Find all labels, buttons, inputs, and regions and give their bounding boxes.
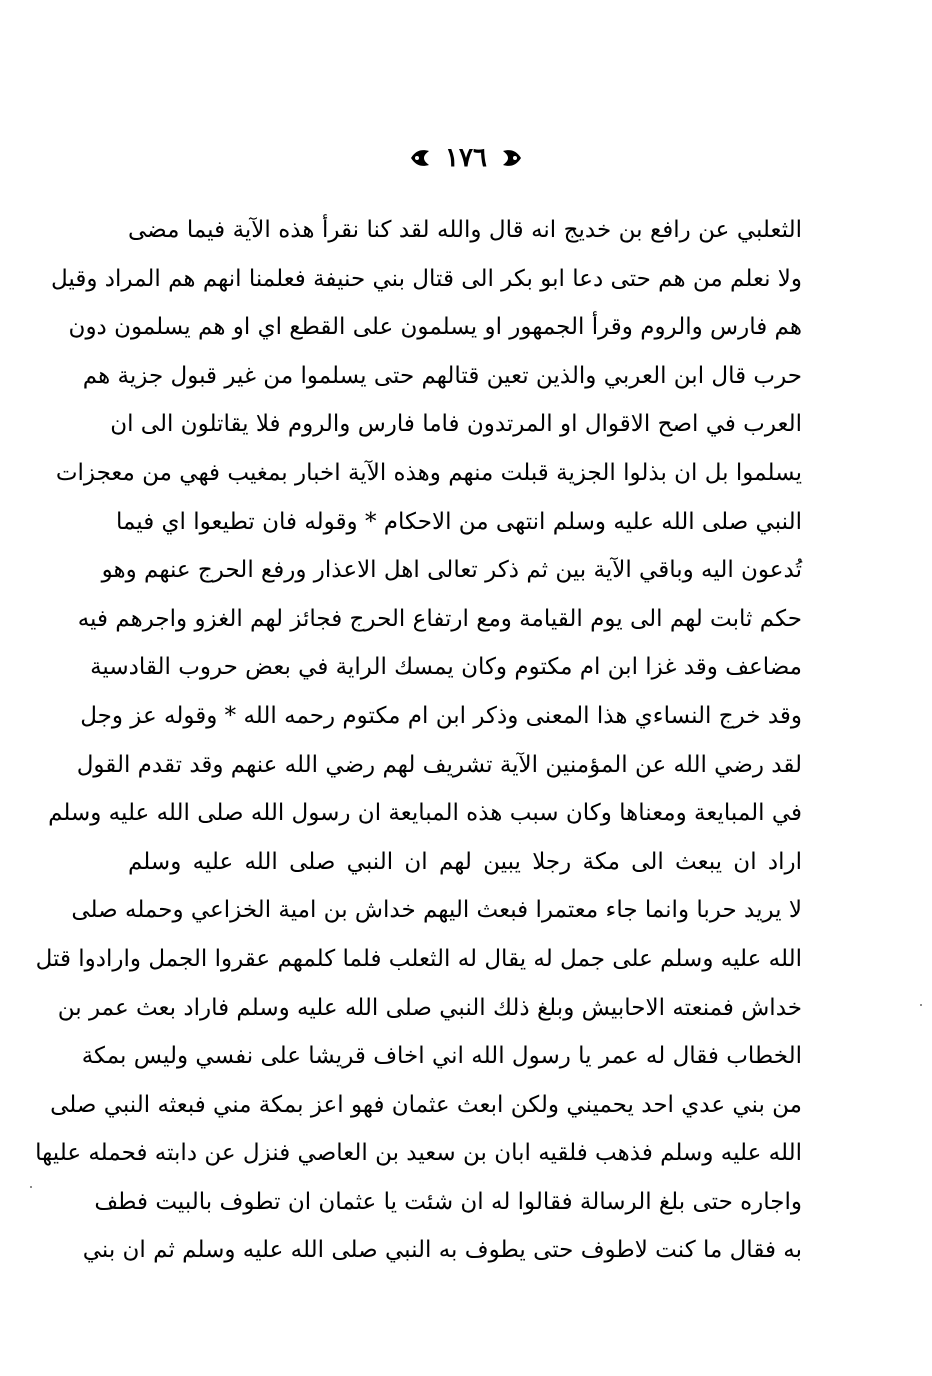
text-line: يسلموا بل ان بذلوا الجزية قبلت منهم وهذه الآية اخبار بمغيب فهي من معجزات — [55, 459, 802, 486]
right-ornament-icon — [407, 145, 433, 171]
text-line: من بني عدي احد يحميني ولكن ابعث عثمان فهو اعز بمكة مني فبعثه النبي صلى — [50, 1091, 802, 1118]
text-line: الله عليه وسلم فذهب فلقيه ابان بن سعيد بن العاصي فنزل عن دابته فحمله عليها — [35, 1140, 802, 1167]
text-line: الله عليه وسلم على جمل له يقال له الثعلب فلما كلمهم عقروا الجمل وارادوا قتل — [35, 945, 802, 972]
text-line: خداش فمنعته الاحابيش وبلغ ذلك النبي صلى الله عليه وسلم فاراد بعث عمر بن — [57, 994, 802, 1021]
text-line: الخطاب فقال له عمر يا رسول الله اني اخاف قريشا على نفسي وليس بمكة — [81, 1043, 802, 1070]
text-line: في المبايعة ومعناها وكان سبب هذه المبايعة ان رسول الله صلى الله عليه وسلم — [48, 800, 802, 827]
text-line: به فقال ما كنت لاطوف حتى يطوف به النبي صلى الله عليه وسلم ثم ان بني — [82, 1237, 802, 1264]
text-line: لا يريد حربا وانما جاء معتمرا فبعث اليهم خداش بن امية الخزاعي وحمله صلى — [71, 897, 802, 924]
text-line: لقد رضي الله عن المؤمنين الآية تشريف لهم رضي الله عنهم وقد تقدم القول — [76, 751, 802, 778]
text-line: العرب في اصح الاقوال او المرتدون فاما فارس والروم فلا يقاتلون الى ان — [110, 411, 802, 438]
text-line: الثعلبي عن رافع بن خديج انه قال والله لقد كنا نقرأ هذه الآية فيما مضى — [128, 217, 802, 243]
text-line: ولا نعلم من هم حتى دعا ابو بكر الى قتال بني حنيفة فعلمنا انهم هم المراد وقيل — [50, 265, 802, 292]
page-header — [0, 138, 932, 178]
scan-speck — [30, 1186, 32, 1188]
text-line: اراد ان يبعث الى مكة رجلا يبين لهم ان النبي صلى الله عليه وسلم — [128, 848, 802, 875]
text-line: النبي صلى الله عليه وسلم انتهى من الاحكام * وقوله فان تطيعوا اي فيما — [116, 508, 802, 535]
text-line: هم فارس والروم وقرأ الجمهور او يسلمون على القطع اي او هم يسلمون دون — [68, 314, 802, 341]
body-text — [35, 206, 802, 1275]
text-line: حكم ثابت لهم الى يوم القيامة ومع ارتفاع الحرج فجائز لهم الغزو واجرهم فيه — [77, 605, 802, 632]
text-line: حرب قال ابن العربي والذين تعين قتالهم حتى يسلموا من غير قبول جزية هم — [82, 362, 802, 389]
scan-speck — [920, 1004, 922, 1006]
text-line: واجاره حتى بلغ الرسالة فقالوا له ان شئت يا عثمان ان تطوف بالبيت فطف — [94, 1188, 802, 1215]
text-line: وقد خرج النساءي هذا المعنى وذكر ابن ام مكتوم رحمه الله * وقوله عز وجل — [80, 702, 802, 729]
left-ornament-icon — [499, 145, 525, 171]
text-line: تُدعون اليه وباقي الآية بين ثم ذكر تعالى اهل الاعذار ورفع الحرج عنهم وهو — [101, 557, 802, 584]
page-number: ١٧٦ — [445, 143, 487, 173]
text-line: مضاعف وقد غزا ابن ام مكتوم وكان يمسك الراية في بعض حروب القادسية — [90, 654, 802, 681]
